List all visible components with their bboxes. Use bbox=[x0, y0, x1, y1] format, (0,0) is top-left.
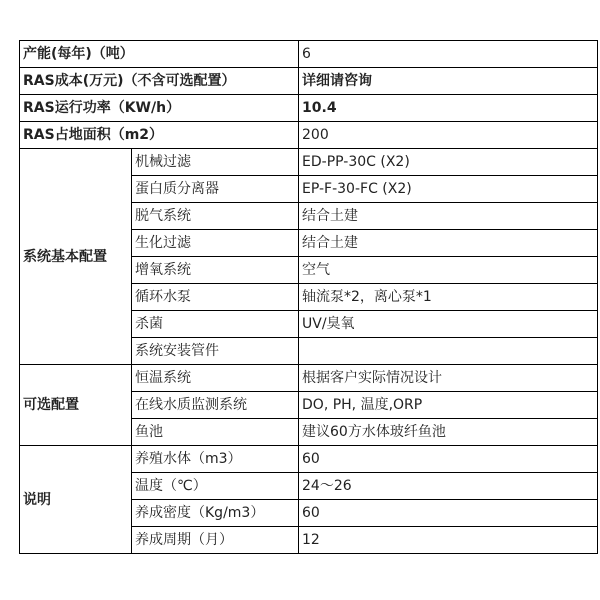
item-value: 轴流泵*2，离心泵*1 bbox=[299, 284, 598, 311]
item-label: 增氧系统 bbox=[132, 257, 299, 284]
item-label: 脱气系统 bbox=[132, 203, 299, 230]
item-label: 温度（℃） bbox=[132, 473, 299, 500]
table-row bbox=[20, 122, 598, 149]
item-label: 在线水质监测系统 bbox=[132, 392, 299, 419]
item-label: 养成周期（月） bbox=[132, 527, 299, 554]
item-value: UV/臭氧 bbox=[299, 311, 598, 338]
item-value: 空气 bbox=[299, 257, 598, 284]
item-value: 建议60方水体玻纤鱼池 bbox=[299, 419, 598, 446]
area-label: RAS占地面积（m2） bbox=[20, 122, 299, 149]
item-label: 恒温系统 bbox=[132, 365, 299, 392]
table-row bbox=[20, 41, 598, 68]
cost-value: 详细请咨询 bbox=[299, 68, 598, 95]
capacity-value: 6 bbox=[299, 41, 598, 68]
item-value bbox=[299, 338, 598, 365]
item-label: 养成密度（Kg/m3） bbox=[132, 500, 299, 527]
power-value: 10.4 bbox=[299, 95, 598, 122]
item-label: 鱼池 bbox=[132, 419, 299, 446]
item-value: ED-PP-30C (X2) bbox=[299, 149, 598, 176]
item-label: 机械过滤 bbox=[132, 149, 299, 176]
table-row bbox=[20, 365, 598, 392]
table-row bbox=[20, 446, 598, 473]
group-label-notes: 说明 bbox=[20, 446, 132, 554]
table-row bbox=[20, 68, 598, 95]
spec-table-body bbox=[20, 41, 598, 554]
capacity-label: 产能(每年)（吨） bbox=[20, 41, 299, 68]
item-label: 养殖水体（m3） bbox=[132, 446, 299, 473]
item-value: 12 bbox=[299, 527, 598, 554]
spec-table bbox=[19, 40, 598, 554]
power-label: RAS运行功率（KW/h） bbox=[20, 95, 299, 122]
item-value: 24～26 bbox=[299, 473, 598, 500]
cost-label: RAS成本(万元)（不含可选配置） bbox=[20, 68, 299, 95]
item-value: 结合土建 bbox=[299, 203, 598, 230]
item-value: 60 bbox=[299, 446, 598, 473]
item-label: 生化过滤 bbox=[132, 230, 299, 257]
item-value: 60 bbox=[299, 500, 598, 527]
group-label-optional-config: 可选配置 bbox=[20, 365, 132, 446]
group-label-basic-config: 系统基本配置 bbox=[20, 149, 132, 365]
item-value: EP-F-30-FC (X2) bbox=[299, 176, 598, 203]
area-value: 200 bbox=[299, 122, 598, 149]
item-value: 根据客户实际情况设计 bbox=[299, 365, 598, 392]
item-value: DO, PH, 温度,ORP bbox=[299, 392, 598, 419]
item-label: 系统安装管件 bbox=[132, 338, 299, 365]
item-label: 蛋白质分离器 bbox=[132, 176, 299, 203]
table-row bbox=[20, 149, 598, 176]
item-label: 循环水泵 bbox=[132, 284, 299, 311]
item-value: 结合土建 bbox=[299, 230, 598, 257]
table-row bbox=[20, 95, 598, 122]
item-label: 杀菌 bbox=[132, 311, 299, 338]
